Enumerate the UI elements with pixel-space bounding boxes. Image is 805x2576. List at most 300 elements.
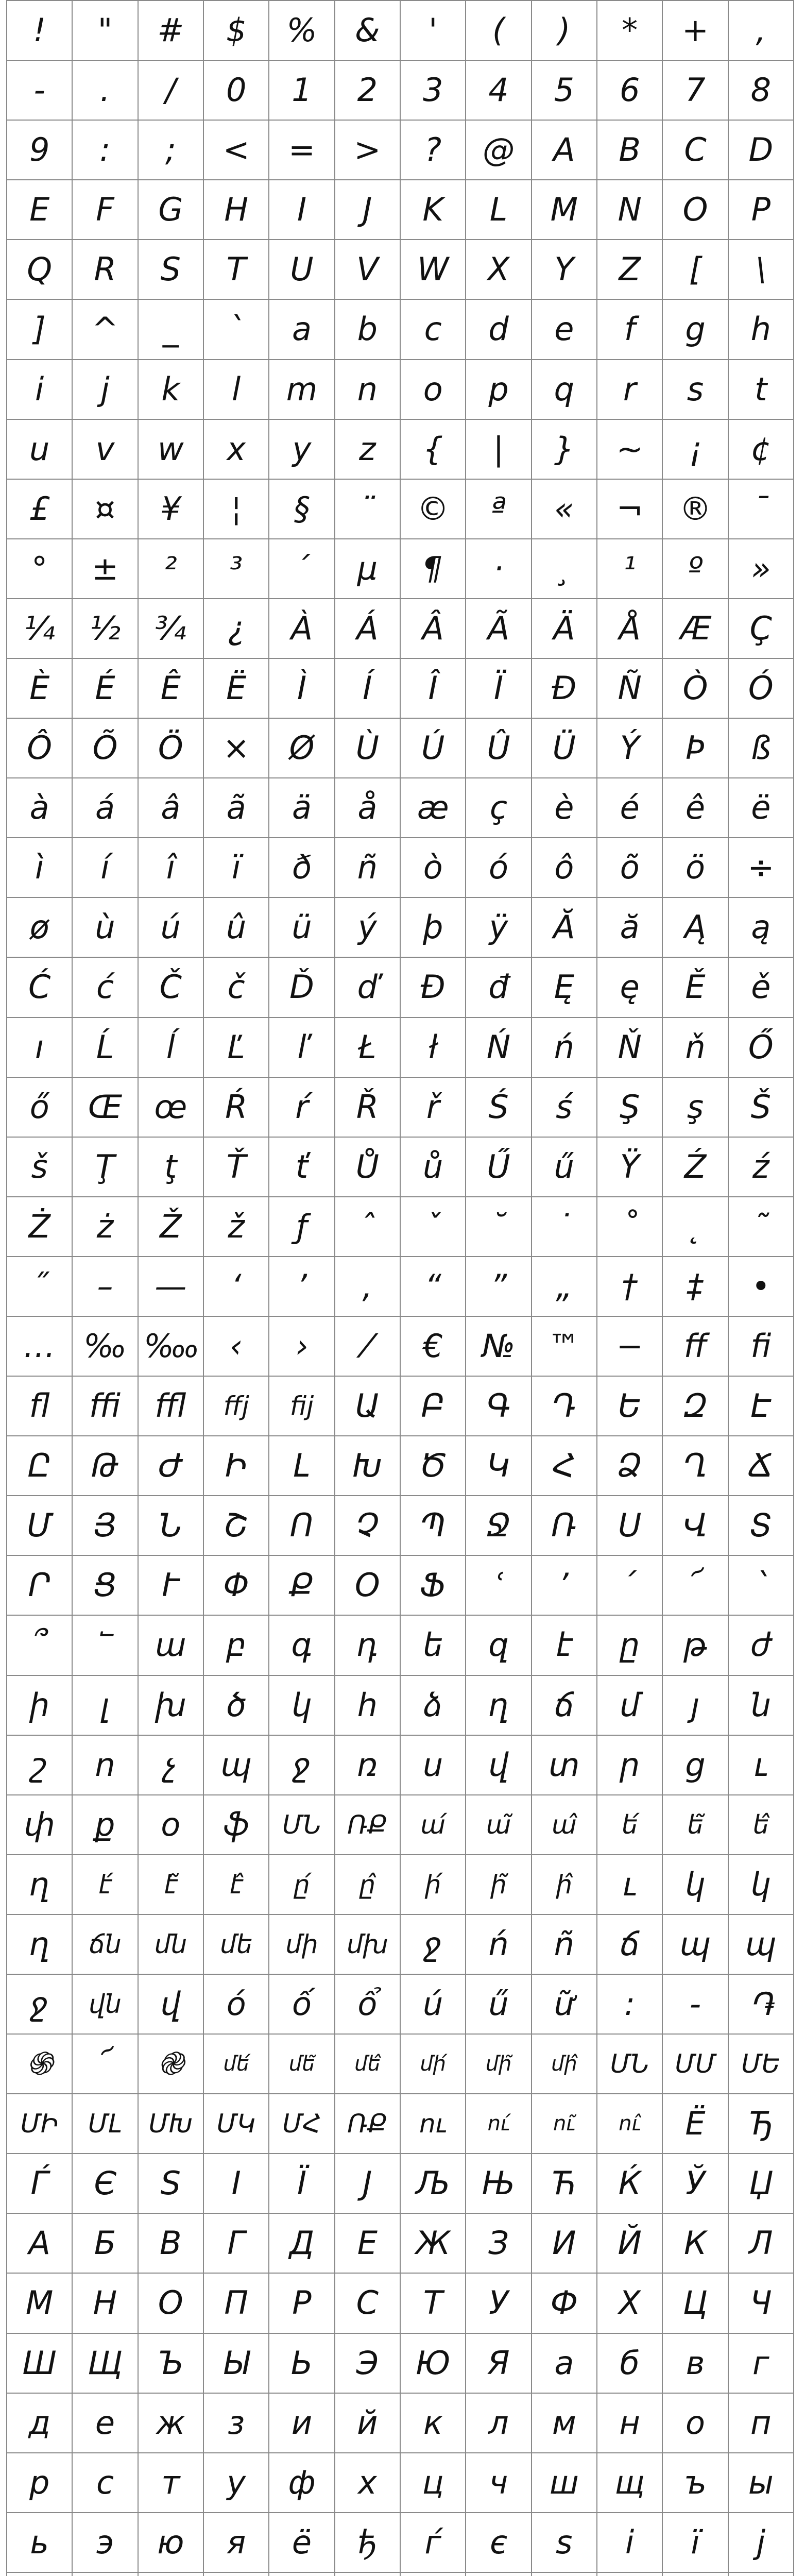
glyph-cell: Y — [532, 240, 597, 300]
glyph-cell: Я — [466, 2334, 532, 2394]
glyph-cell: մի̂ — [532, 2035, 597, 2094]
glyph-cell: m — [269, 360, 335, 420]
glyph-cell: Ó — [729, 659, 794, 719]
glyph-cell: ՟ — [73, 1616, 138, 1675]
glyph-cell: ո — [73, 1736, 138, 1795]
glyph-cell: / — [139, 61, 204, 121]
glyph-cell — [7, 2573, 73, 2576]
glyph-cell: А — [7, 2214, 73, 2274]
glyph-cell: ՄՄ — [663, 2035, 728, 2094]
glyph-cell: Ì — [269, 659, 335, 719]
glyph-cell: Է — [729, 1377, 794, 1436]
glyph-cell: 1 — [269, 61, 335, 121]
glyph-cell: е — [73, 2394, 138, 2453]
glyph-cell: ք — [73, 1795, 138, 1855]
glyph-cell: ñ — [532, 1915, 597, 1975]
glyph-cell: ու̃ — [532, 2094, 597, 2154]
glyph-cell: e — [532, 300, 597, 360]
glyph-cell: 7 — [663, 61, 728, 121]
glyph-cell: մն — [139, 1915, 204, 1975]
glyph-cell: $ — [204, 1, 269, 61]
glyph-cell: О — [139, 2274, 204, 2333]
glyph-cell — [269, 2573, 335, 2576]
glyph-cell: X — [466, 240, 532, 300]
glyph-cell: Ъ — [139, 2334, 204, 2394]
glyph-cell: ՞ — [7, 1616, 73, 1675]
glyph-cell: Ý — [597, 719, 663, 778]
glyph-cell: № — [466, 1317, 532, 1377]
glyph-cell: Ź — [663, 1138, 728, 1197]
glyph-cell: ֍ — [7, 2035, 73, 2094]
glyph-cell: л — [466, 2394, 532, 2453]
glyph-cell: օ — [139, 1795, 204, 1855]
glyph-cell — [597, 2573, 663, 2576]
glyph-cell: П — [204, 2274, 269, 2333]
glyph-cell: r — [597, 360, 663, 420]
glyph-cell: Е — [335, 2214, 401, 2274]
glyph-cell: U — [269, 240, 335, 300]
glyph-cell: ~ — [597, 420, 663, 480]
glyph-cell: Ճ — [729, 1436, 794, 1496]
glyph-cell: і — [597, 2513, 663, 2573]
glyph-cell: Æ — [663, 599, 728, 659]
glyph-cell: ă — [597, 898, 663, 958]
glyph-cell: ¿ — [204, 599, 269, 659]
glyph-cell: ² — [139, 539, 204, 599]
glyph-cell: ղ — [466, 1676, 532, 1736]
glyph-cell: ű — [532, 1138, 597, 1197]
glyph-cell: + — [663, 1, 728, 61]
glyph-cell: Դ — [532, 1377, 597, 1436]
glyph-cell: Ń — [466, 1018, 532, 1078]
glyph-cell: Ч — [729, 2274, 794, 2333]
glyph-cell: ú — [401, 1975, 466, 2035]
glyph-cell: Ջ — [466, 1496, 532, 1556]
glyph-cell: M — [532, 180, 597, 240]
glyph-cell: y — [269, 420, 335, 480]
glyph-cell: ѓ — [401, 2513, 466, 2573]
glyph-cell: Ð — [532, 659, 597, 719]
glyph-cell: о — [663, 2394, 728, 2453]
glyph-cell: ) — [532, 1, 597, 61]
glyph-cell: Ù — [335, 719, 401, 778]
glyph-cell: ւ — [597, 1855, 663, 1915]
glyph-cell: ց — [663, 1736, 728, 1795]
glyph-cell: H — [204, 180, 269, 240]
glyph-cell: ù — [73, 898, 138, 958]
glyph-cell: € — [401, 1317, 466, 1377]
glyph-cell: Ս — [597, 1496, 663, 1556]
glyph-cell: « — [532, 480, 597, 539]
glyph-cell: ՄԿ — [204, 2094, 269, 2154]
glyph-cell: І — [204, 2154, 269, 2214]
glyph-cell: Ա — [335, 1377, 401, 1436]
glyph-cell: ‡ — [663, 1257, 728, 1317]
glyph-cell: ” — [466, 1257, 532, 1317]
glyph-cell: Ű — [466, 1138, 532, 1197]
glyph-cell: պ — [204, 1736, 269, 1795]
glyph-cell: Й — [597, 2214, 663, 2274]
glyph-cell: ô — [532, 838, 597, 898]
glyph-cell: D — [729, 121, 794, 180]
glyph-cell: ¸ — [532, 539, 597, 599]
glyph-cell: R — [73, 240, 138, 300]
glyph-cell: ÿ — [466, 898, 532, 958]
glyph-cell: Ö — [139, 719, 204, 778]
glyph-cell: մե̂ — [335, 2035, 401, 2094]
glyph-cell: Մ — [7, 1496, 73, 1556]
glyph-cell: ¾ — [139, 599, 204, 659]
glyph-cell: ՌՔ — [335, 1795, 401, 1855]
glyph-cell: t — [729, 360, 794, 420]
glyph-cell: ą — [729, 898, 794, 958]
glyph-cell: ﬂ — [7, 1377, 73, 1436]
glyph-cell: ' — [401, 1, 466, 61]
glyph-cell: ö — [663, 838, 728, 898]
glyph-cell: ս — [401, 1736, 466, 1795]
glyph-cell: © — [401, 480, 466, 539]
glyph-cell — [401, 2573, 466, 2576]
glyph-cell: ß — [729, 719, 794, 778]
glyph-cell: ե̃ — [663, 1795, 728, 1855]
glyph-cell: ố — [269, 1975, 335, 2035]
glyph-cell: փ — [7, 1795, 73, 1855]
glyph-cell: é — [597, 778, 663, 838]
glyph-grid — [6, 0, 794, 2576]
glyph-cell: շ — [7, 1736, 73, 1795]
glyph-cell: К — [663, 2214, 728, 2274]
glyph-cell: ժ — [729, 1616, 794, 1675]
glyph-cell: , — [729, 1, 794, 61]
glyph-cell: Q — [7, 240, 73, 300]
glyph-cell: ì — [7, 838, 73, 898]
glyph-cell: ֆ — [204, 1795, 269, 1855]
glyph-cell: ŕ — [269, 1078, 335, 1138]
glyph-cell: ä — [269, 778, 335, 838]
glyph-cell: # — [139, 1, 204, 61]
glyph-cell: Տ — [729, 1496, 794, 1556]
glyph-cell: Ą — [663, 898, 728, 958]
glyph-cell: P — [729, 180, 794, 240]
glyph-cell: ę — [597, 958, 663, 1018]
glyph-cell: ! — [7, 1, 73, 61]
glyph-cell: п — [729, 2394, 794, 2453]
glyph-cell: A — [532, 121, 597, 180]
glyph-cell: ու — [401, 2094, 466, 2154]
glyph-cell: Ֆ — [401, 1556, 466, 1616]
glyph-cell: > — [335, 121, 401, 180]
glyph-cell: ® — [663, 480, 728, 539]
glyph-cell: ջ — [269, 1736, 335, 1795]
glyph-cell: վ — [466, 1736, 532, 1795]
glyph-cell: Ռ — [532, 1496, 597, 1556]
glyph-cell: G — [139, 180, 204, 240]
glyph-cell: Թ — [73, 1436, 138, 1496]
glyph-cell: å — [335, 778, 401, 838]
glyph-cell: թ — [663, 1616, 728, 1675]
glyph-cell: ° — [7, 539, 73, 599]
glyph-cell: մի — [269, 1915, 335, 1975]
glyph-cell: Ց — [73, 1556, 138, 1616]
glyph-cell: ™ — [532, 1317, 597, 1377]
glyph-cell: յ — [663, 1676, 728, 1736]
glyph-cell: J — [335, 180, 401, 240]
glyph-cell: û — [204, 898, 269, 958]
glyph-cell: | — [466, 420, 532, 480]
glyph-cell: Ў — [663, 2154, 728, 2214]
glyph-cell: ƒ — [269, 1197, 335, 1257]
glyph-cell: ł — [401, 1018, 466, 1078]
glyph-cell: c — [401, 300, 466, 360]
glyph-cell: ¬ — [597, 480, 663, 539]
glyph-cell: ú — [139, 898, 204, 958]
glyph-cell: Э — [335, 2334, 401, 2394]
glyph-cell: ? — [401, 121, 466, 180]
glyph-cell: ՄՀ — [269, 2094, 335, 2154]
glyph-cell: Î — [401, 659, 466, 719]
glyph-cell: Ž — [139, 1197, 204, 1257]
glyph-cell: - — [663, 1975, 728, 2035]
glyph-cell: L — [466, 180, 532, 240]
glyph-cell: - — [7, 61, 73, 121]
glyph-cell: É — [73, 659, 138, 719]
glyph-cell — [729, 2573, 794, 2576]
glyph-cell: u — [7, 420, 73, 480]
glyph-cell: [ — [663, 240, 728, 300]
glyph-cell: Ղ — [663, 1436, 728, 1496]
glyph-cell: % — [269, 1, 335, 61]
glyph-cell: Ё — [663, 2094, 728, 2154]
glyph-cell: ա — [139, 1616, 204, 1675]
glyph-cell: ու̂ — [597, 2094, 663, 2154]
glyph-cell: ՛ — [597, 1556, 663, 1616]
glyph-cell: Њ — [466, 2154, 532, 2214]
glyph-cell: È — [7, 659, 73, 719]
glyph-cell: a — [269, 300, 335, 360]
glyph-cell: Ј — [335, 2154, 401, 2214]
glyph-cell: ю — [139, 2513, 204, 2573]
glyph-cell: я — [204, 2513, 269, 2573]
glyph-cell: W — [401, 240, 466, 300]
glyph-cell: ու́ — [466, 2094, 532, 2154]
glyph-cell: š — [7, 1138, 73, 1197]
glyph-cell: Н — [73, 2274, 138, 2333]
glyph-cell: ﬀj — [204, 1377, 269, 1436]
glyph-cell: Ĺ — [73, 1018, 138, 1078]
glyph-cell: ů — [401, 1138, 466, 1197]
glyph-cell: ձ — [401, 1676, 466, 1736]
glyph-cell: s — [663, 360, 728, 420]
glyph-cell: Á — [335, 599, 401, 659]
glyph-cell: ծ — [204, 1676, 269, 1736]
glyph-cell: † — [597, 1257, 663, 1317]
glyph-cell: Г — [204, 2214, 269, 2274]
glyph-cell: ճ — [532, 1676, 597, 1736]
glyph-cell: " — [73, 1, 138, 61]
glyph-cell: И — [532, 2214, 597, 2274]
glyph-cell: À — [269, 599, 335, 659]
glyph-cell: տ — [532, 1736, 597, 1795]
glyph-cell: х — [335, 2453, 401, 2513]
glyph-cell: I — [269, 180, 335, 240]
glyph-cell: Ň — [597, 1018, 663, 1078]
glyph-cell: с — [73, 2453, 138, 2513]
glyph-cell: ը — [597, 1616, 663, 1675]
glyph-cell: ՄԽ — [139, 2094, 204, 2154]
glyph-cell: Ո — [269, 1496, 335, 1556]
glyph-cell: ‱ — [139, 1317, 204, 1377]
glyph-cell: к — [401, 2394, 466, 2453]
glyph-cell: ՌՔ — [335, 2094, 401, 2154]
glyph-cell: Օ — [335, 1556, 401, 1616]
glyph-cell: p — [466, 360, 532, 420]
glyph-cell: С — [335, 2274, 401, 2333]
glyph-cell: ã — [204, 778, 269, 838]
glyph-cell: խ — [139, 1676, 204, 1736]
glyph-cell: V — [335, 240, 401, 300]
glyph-cell: ֎ — [139, 2035, 204, 2094]
glyph-cell: Ւ — [139, 1556, 204, 1616]
glyph-cell: : — [73, 121, 138, 180]
glyph-cell: “ — [401, 1257, 466, 1317]
glyph-cell: ª — [466, 480, 532, 539]
glyph-cell: ц — [401, 2453, 466, 2513]
glyph-cell: õ — [597, 838, 663, 898]
glyph-cell: T — [204, 240, 269, 300]
glyph-cell: ⁄ — [335, 1317, 401, 1377]
glyph-cell: Ő — [729, 1018, 794, 1078]
glyph-cell: ի̂ — [532, 1855, 597, 1915]
glyph-cell: ř — [401, 1078, 466, 1138]
glyph-cell: э — [73, 2513, 138, 2573]
glyph-cell: ի — [7, 1676, 73, 1736]
glyph-cell — [204, 2573, 269, 2576]
glyph-cell: Ы — [204, 2334, 269, 2394]
glyph-cell: ј — [729, 2513, 794, 2573]
glyph-cell: ˜ — [729, 1197, 794, 1257]
glyph-cell: գ — [269, 1616, 335, 1675]
glyph-cell: ˘ — [466, 1197, 532, 1257]
glyph-cell: Â — [401, 599, 466, 659]
glyph-cell: Č — [139, 958, 204, 1018]
glyph-cell: Љ — [401, 2154, 466, 2214]
glyph-cell: ‹ — [204, 1317, 269, 1377]
glyph-cell: Ц — [663, 2274, 728, 2333]
glyph-cell: ՜ — [663, 1556, 728, 1616]
glyph-cell: ե́ — [597, 1795, 663, 1855]
glyph-cell: ա̂ — [532, 1795, 597, 1855]
glyph-cell: . — [73, 61, 138, 121]
glyph-cell: ՙ — [466, 1556, 532, 1616]
glyph-cell: * — [597, 1, 663, 61]
glyph-cell: Ր — [7, 1556, 73, 1616]
glyph-cell: µ — [335, 539, 401, 599]
glyph-cell: ě — [729, 958, 794, 1018]
glyph-cell: _ — [139, 300, 204, 360]
glyph-cell: ե̂ — [729, 1795, 794, 1855]
glyph-cell: Ě — [663, 958, 728, 1018]
glyph-cell: ﬁ — [729, 1317, 794, 1377]
glyph-cell: ղ — [7, 1855, 73, 1915]
glyph-cell: @ — [466, 121, 532, 180]
glyph-cell: Ę — [532, 958, 597, 1018]
glyph-cell: » — [729, 539, 794, 599]
glyph-cell: ; — [139, 121, 204, 180]
glyph-cell: Ł — [335, 1018, 401, 1078]
glyph-cell: ž — [204, 1197, 269, 1257]
glyph-cell: ї — [663, 2513, 728, 2573]
glyph-cell: ľ — [269, 1018, 335, 1078]
glyph-cell: Œ — [73, 1078, 138, 1138]
glyph-cell: ՜ — [73, 2035, 138, 2094]
glyph-cell: „ — [532, 1257, 597, 1317]
glyph-cell: Ж — [401, 2214, 466, 2274]
glyph-cell: C — [663, 121, 728, 180]
glyph-cell: Ŕ — [204, 1078, 269, 1138]
glyph-cell: է́ — [73, 1855, 138, 1915]
glyph-cell: ա̃ — [466, 1795, 532, 1855]
glyph-cell: ա́ — [401, 1795, 466, 1855]
glyph-cell: S — [139, 240, 204, 300]
glyph-cell: ¹ — [597, 539, 663, 599]
glyph-cell: Ђ — [729, 2094, 794, 2154]
glyph-cell: ˛ — [663, 1197, 728, 1257]
glyph-cell: ը́ — [269, 1855, 335, 1915]
glyph-cell: ş — [663, 1078, 728, 1138]
glyph-cell: đ — [466, 958, 532, 1018]
glyph-cell: ¡ — [663, 420, 728, 480]
glyph-cell: Ф — [532, 2274, 597, 2333]
glyph-cell: ն — [729, 1676, 794, 1736]
glyph-cell: Գ — [466, 1377, 532, 1436]
glyph-cell: В — [139, 2214, 204, 2274]
glyph-cell: ˇ — [401, 1197, 466, 1257]
glyph-cell: E — [7, 180, 73, 240]
glyph-cell: ń — [466, 1915, 532, 1975]
glyph-cell: Ä — [532, 599, 597, 659]
glyph-cell: Щ — [73, 2334, 138, 2394]
glyph-cell: р — [7, 2453, 73, 2513]
glyph-cell: ] — [7, 300, 73, 360]
glyph-cell: ÷ — [729, 838, 794, 898]
glyph-cell: Ш — [7, 2334, 73, 2394]
glyph-cell: կ — [729, 1855, 794, 1915]
glyph-cell: … — [7, 1317, 73, 1377]
glyph-cell: Ť — [204, 1138, 269, 1197]
glyph-cell: ň — [663, 1018, 728, 1078]
glyph-cell: i — [7, 360, 73, 420]
glyph-cell — [73, 2573, 138, 2576]
glyph-cell: ջ — [7, 1975, 73, 2035]
glyph-cell: Ľ — [204, 1018, 269, 1078]
glyph-cell: o — [401, 360, 466, 420]
glyph-cell: й — [335, 2394, 401, 2453]
glyph-cell: բ — [204, 1616, 269, 1675]
glyph-cell: ˙ — [532, 1197, 597, 1257]
glyph-cell: ղ — [7, 1915, 73, 1975]
glyph-cell: ы — [729, 2453, 794, 2513]
glyph-cell: 2 — [335, 61, 401, 121]
glyph-cell: § — [269, 480, 335, 539]
glyph-cell: Ծ — [401, 1436, 466, 1496]
glyph-cell: з — [204, 2394, 269, 2453]
glyph-cell: F — [73, 180, 138, 240]
glyph-cell: Չ — [335, 1496, 401, 1556]
glyph-cell: ổ — [335, 1975, 401, 2035]
glyph-cell: г — [729, 2334, 794, 2394]
glyph-cell: ë — [729, 778, 794, 838]
glyph-cell: Ò — [663, 659, 728, 719]
